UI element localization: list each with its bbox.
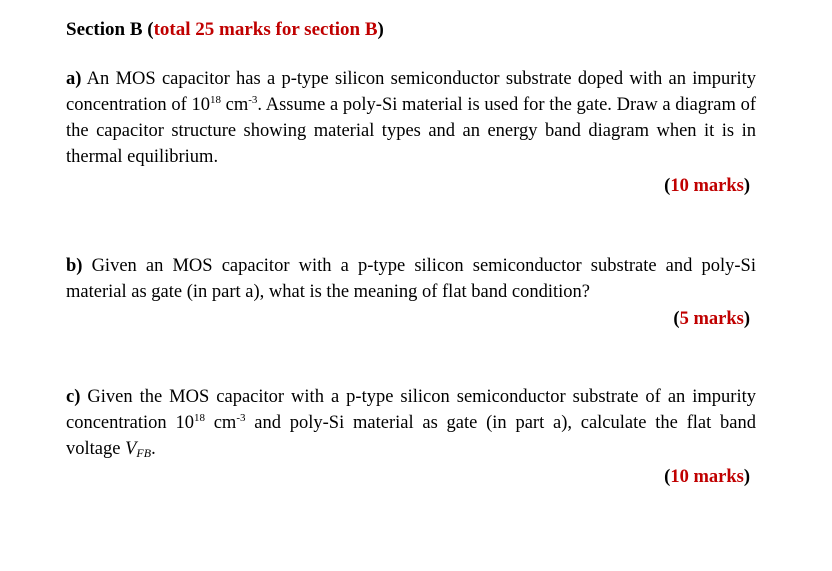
question-b-marks-close: ) bbox=[743, 309, 750, 329]
question-c-label: c) bbox=[66, 387, 81, 407]
question-c-marks bbox=[664, 465, 750, 489]
question-a-marks-close: ) bbox=[743, 176, 750, 196]
question-a-text bbox=[66, 66, 756, 170]
question-c-variable-subscript: FB bbox=[136, 446, 152, 460]
question-a-exponent-2: -3 bbox=[248, 94, 258, 106]
question-a-label: a) bbox=[66, 69, 82, 89]
question-c-text-4: . bbox=[151, 439, 156, 459]
question-a-marks bbox=[664, 174, 750, 198]
question-c-text-2: cm bbox=[204, 413, 237, 433]
heading-prefix: Section B ( bbox=[66, 19, 154, 40]
question-a-text-2: cm bbox=[220, 95, 249, 115]
question-c-marks-value: 10 marks bbox=[670, 467, 744, 487]
question-b-label: b) bbox=[66, 256, 83, 276]
heading-suffix: ) bbox=[377, 19, 384, 40]
question-b-marks-value: 5 marks bbox=[679, 309, 744, 329]
question-c-marks-open: ( bbox=[664, 467, 671, 487]
heading-total-marks: total 25 marks for section B bbox=[153, 19, 378, 40]
question-a-marks-open: ( bbox=[664, 176, 671, 196]
question-b-body: Given an MOS capacitor with a p-type silicon semiconductor substrate and poly-Si material as gate (in part a), what is the meaning of flat band condition? bbox=[66, 256, 756, 302]
section-heading bbox=[66, 18, 384, 42]
question-c-marks-close: ) bbox=[743, 467, 750, 487]
question-c-text bbox=[66, 384, 756, 462]
question-b-marks bbox=[673, 307, 750, 331]
question-a-text-1: An MOS capacitor has a p-type silicon semiconductor substrate doped with an impurity concentration of 10 bbox=[66, 69, 756, 115]
question-c-exponent-1: 18 bbox=[193, 412, 205, 424]
question-c-exponent-2: -3 bbox=[236, 412, 246, 424]
question-c-variable: V bbox=[125, 439, 137, 459]
question-a-exponent-1: 18 bbox=[209, 94, 221, 106]
question-c-text-3: and poly-Si material as gate (in part a), calculate the flat band voltage bbox=[66, 413, 756, 459]
question-a-text-3: . Assume a poly-Si material is used for the gate. Draw a diagram of the capacitor structure showing material types and an energy band diagram when it is in thermal equilibrium. bbox=[66, 95, 756, 167]
question-a-marks-value: 10 marks bbox=[670, 176, 744, 196]
question-b-marks-open: ( bbox=[673, 309, 680, 329]
question-b-text bbox=[66, 253, 756, 305]
question-c-text-1: Given the MOS capacitor with a p-type silicon semiconductor substrate of an impurity concentration 10 bbox=[66, 387, 756, 433]
